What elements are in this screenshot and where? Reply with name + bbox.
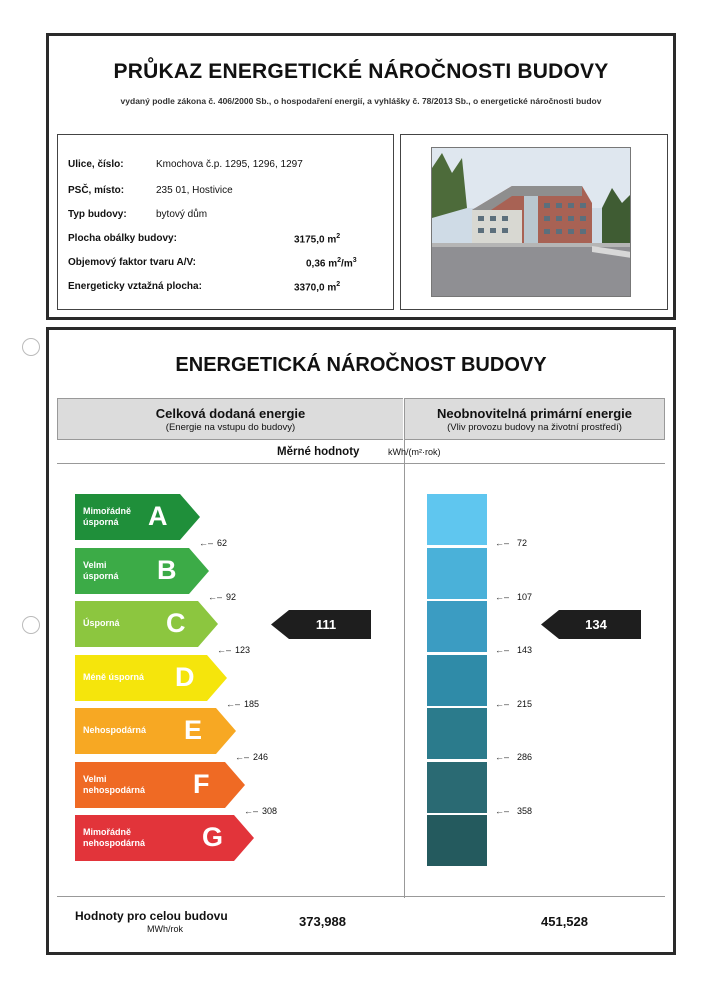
limit-value-right: 72 <box>517 538 528 548</box>
class-arrow-a <box>75 494 210 540</box>
limit-value-right: 286 <box>517 752 533 762</box>
limit-arrow-right: ←– <box>495 538 510 548</box>
totals-label: Hodnoty pro celou budovu <box>75 909 228 923</box>
limit-arrow-left: ←– <box>199 538 214 548</box>
street-label: Ulice, číslo: <box>68 159 124 170</box>
reference-area-label: Energeticky vztažná plocha: <box>68 281 202 292</box>
delivered-energy-heading: Celková dodaná energie <box>155 406 306 421</box>
limit-arrow-right: ←– <box>495 805 510 816</box>
document-subtitle: vydaný podle zákona č. 406/2000 Sb., o hospodaření energií, a vyhlášky č. 78/2013 Sb., o energetické náročnosti budov <box>120 96 602 106</box>
certificate-header <box>46 33 676 320</box>
class-name-b: Velmi úsporná <box>83 559 119 581</box>
building-info <box>57 134 394 310</box>
limit-arrow-right: ←– <box>495 752 510 762</box>
limit-value-right: 358 <box>517 805 533 816</box>
limit-value-left: 246 <box>253 752 269 762</box>
delivered-energy-rating-value: 111 <box>315 617 337 632</box>
limit-arrow-right: ←– <box>495 591 510 602</box>
primary-energy-rating <box>541 610 641 639</box>
class-letter-c: C <box>166 608 186 638</box>
class-arrow-f <box>75 762 255 808</box>
type-value: bytový dům <box>156 209 208 220</box>
class-name-e: Nehospodárná <box>83 725 147 735</box>
street-value: Kmochova č.p. 1295, 1296, 1297 <box>156 159 303 170</box>
class-letter-b: B <box>157 554 177 585</box>
reference-area-value: 3370,0 $m^2$ <box>294 281 341 294</box>
limit-arrow-left: ←– <box>217 645 232 655</box>
totals-row <box>57 896 665 948</box>
energy-performance-section <box>46 327 676 955</box>
shape-factor-value: 0,36 $m^2/m^3$ <box>306 257 357 270</box>
envelope-value: 3175,0 $m^2$ <box>294 233 341 246</box>
specific-values-unit: kWh/(m²·rok) <box>388 447 441 457</box>
primary-energy-block-7 <box>427 815 487 866</box>
limit-value-left: 62 <box>217 538 228 548</box>
total-delivered-energy: 373,988 <box>299 914 346 929</box>
limit-arrow-left: ←– <box>208 591 223 602</box>
specific-values-label: Měrné hodnoty <box>277 446 360 458</box>
limit-value-left: 92 <box>226 591 237 602</box>
specific-values-row <box>57 440 665 464</box>
class-name-c: Úsporná <box>83 618 120 628</box>
limit-arrow-right: ←– <box>495 698 510 709</box>
city-label: PSČ, místo: <box>68 185 125 196</box>
limit-arrow-left: ←– <box>226 698 241 709</box>
class-name-g: Mimořádně nehospodárná <box>83 827 146 848</box>
limit-value-left: 185 <box>244 698 260 709</box>
limit-value-left: 308 <box>262 805 278 816</box>
limit-arrow-right: ←– <box>495 645 510 655</box>
class-letter-a: A <box>148 501 168 531</box>
class-arrow-d <box>75 655 237 701</box>
class-arrow-c <box>75 601 228 647</box>
delivered-energy-header <box>57 398 403 440</box>
class-letter-e: E <box>184 715 203 745</box>
limit-arrow-left: ←– <box>244 805 259 816</box>
section-title: ENERGETICKÁ NÁROČNOST BUDOVY <box>175 354 547 376</box>
building-photo <box>431 147 631 297</box>
punch-hole-bottom <box>22 616 40 634</box>
class-arrow-g <box>75 815 264 861</box>
limit-value-left: 123 <box>235 645 251 655</box>
photo-frame <box>400 134 668 310</box>
class-name-a: Mimořádně úsporná <box>83 506 132 527</box>
primary-energy-block-2 <box>427 548 487 599</box>
limit-value-right: 107 <box>517 591 533 602</box>
class-arrow-e <box>75 708 246 754</box>
limit-arrow-left: ←– <box>235 752 250 762</box>
totals-unit: MWh/rok <box>147 924 183 934</box>
column-divider <box>404 398 405 898</box>
primary-energy-block-6 <box>427 762 487 813</box>
primary-energy-heading: Neobnovitelná primární energie <box>436 406 633 421</box>
limit-value-right: 215 <box>517 698 533 709</box>
total-primary-energy: 451,528 <box>541 914 588 929</box>
type-label: Typ budovy: <box>68 209 127 220</box>
class-letter-f: F <box>193 768 210 799</box>
primary-energy-subheading: (Vliv provozu budovy na životní prostředí) <box>447 422 622 433</box>
delivered-energy-rating <box>271 610 371 639</box>
primary-energy-block-1 <box>427 494 487 545</box>
delivered-energy-subheading: (Energie na vstupu do budovy) <box>165 422 296 433</box>
class-name-d: Méně úsporná <box>83 671 145 682</box>
primary-energy-header <box>405 398 665 440</box>
primary-energy-block-3 <box>427 601 487 652</box>
class-name-f: Velmi nehospodárná <box>83 773 146 795</box>
document-title: PRŮKAZ ENERGETICKÉ NÁROČNOSTI BUDOVY <box>113 60 609 83</box>
class-arrow-b <box>75 548 219 594</box>
punch-hole-top <box>22 338 40 356</box>
limit-value-right: 143 <box>517 645 533 655</box>
primary-energy-rating-value: 134 <box>585 617 607 632</box>
shape-factor-label: Objemový faktor tvaru A/V: <box>68 257 196 268</box>
primary-energy-block-5 <box>427 708 487 759</box>
class-letter-g: G <box>202 822 224 852</box>
city-value: 235 01, Hostivice <box>156 185 233 196</box>
envelope-label: Plocha obálky budovy: <box>68 233 177 244</box>
primary-energy-block-4 <box>427 655 487 706</box>
class-letter-d: D <box>175 661 195 692</box>
